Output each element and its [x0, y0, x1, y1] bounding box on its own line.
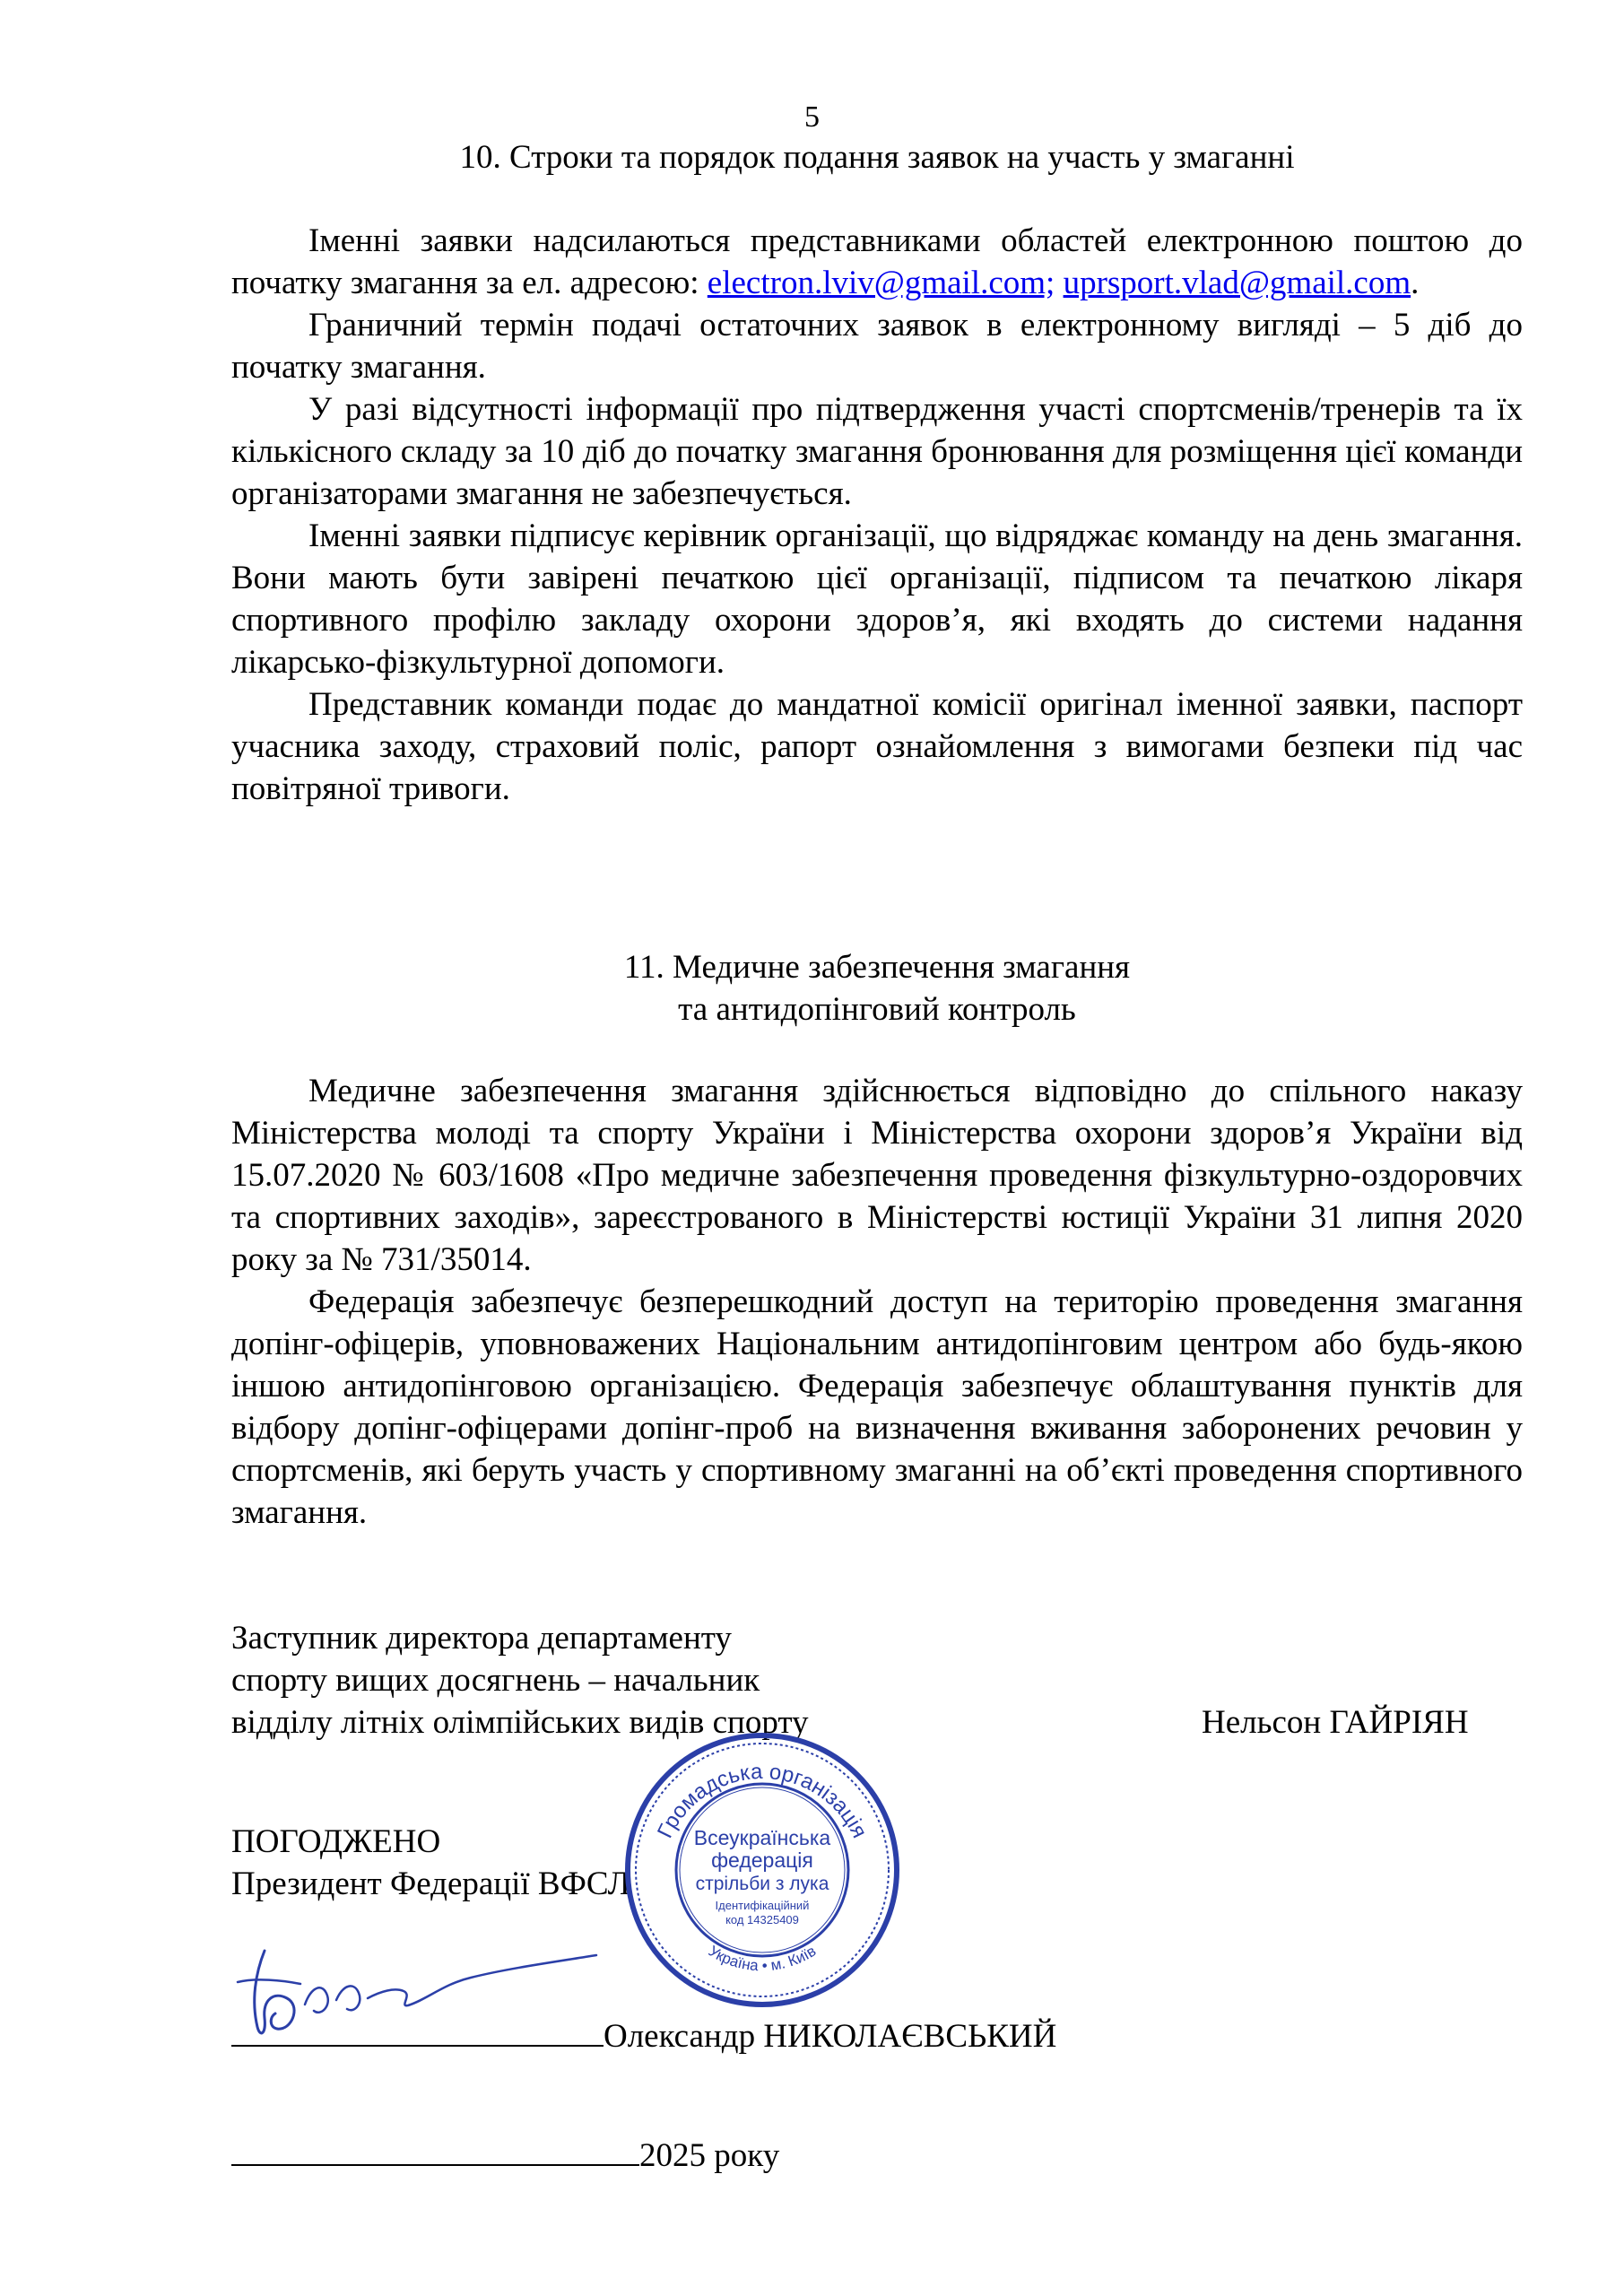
page-number: 5 [804, 100, 820, 134]
approval-name: Олександр НИКОЛАЄВСЬКИЙ [604, 2018, 1057, 2055]
paragraph: Іменні заявки підписує керівник організації, що відряджає команду на день змагання. Вони мають бути завірені печаткою цієї організації, підписом та печаткою лікаря спортивного профілю закладу охорони здоров’я, які входять до системи надання лікарсько-фізкультурної допомоги. [231, 517, 1523, 681]
signatory-name: Нельсон ГАЙРІЯН [1202, 1704, 1469, 1741]
signatory-position-line: відділу літніх олімпійських видів спорту [231, 1704, 809, 1741]
stamp-line-1: Всеукраїнська [693, 1826, 831, 1849]
approval-label: ПОГОДЖЕНО [231, 1823, 441, 1860]
paragraph: Представник команди подає до мандатної комісії оригінал іменної заявки, паспорт учасника заходу, страховий поліс, рапорт ознайомлення з вимогами безпеки під час повітряної тривоги. [231, 686, 1523, 807]
paragraph: Граничний термін подачі остаточних заявок в електронному вигляді – 5 діб до початку змагання. [231, 307, 1523, 386]
paragraph [231, 220, 1523, 304]
official-stamp [619, 1726, 906, 2013]
heading-line: 11. Медичне забезпечення змагання [623, 949, 1131, 986]
approval-position: Президент Федерації ВФСЛ [231, 1866, 630, 1902]
signatory-position-line: спорту вищих досягнень – начальник [231, 1662, 760, 1699]
email-link[interactable]: uprsport.vlad@gmail.com [1063, 265, 1411, 301]
paragraph: Медичне забезпечення змагання здійснюється відповідно до спільного наказу Міністерства молоді та спорту України і Міністерства охорони здоров’я України від 15.07.2020 № 603/1608 «Про медичне забезпечення проведення фізкультурно-оздоровчих та спортивних заходів», зареєстрованого в Міністерстві юстиції України 31 липня 2020 року за № 731/35014. [231, 1073, 1523, 1278]
stamp-id-label: Ідентифікаційний [715, 1899, 810, 1912]
paragraph-text: Іменні заявки надсилаються представниками областей електронною поштою до початку змагання за ел. адресою: [231, 222, 1523, 301]
paragraph-text: . [1411, 265, 1420, 301]
email-link[interactable]: electron.lviv@gmail.com; [707, 265, 1055, 301]
date-underline [231, 2135, 639, 2166]
signatory-position-line: Заступник директора департаменту [231, 1620, 732, 1657]
section-11-heading [231, 946, 1523, 1031]
stamp-line-2: федерація [711, 1848, 813, 1872]
stamp-bottom-text: Україна • м. Київ [705, 1942, 820, 1975]
stamp-id-code: код 14325409 [725, 1913, 799, 1926]
section-10-body [231, 220, 1523, 810]
stamp-outer-text: Громадська організація [652, 1759, 872, 1842]
paragraph: Федерація забезпечує безперешкодний доступ на територію проведення змагання допінг-офіцерів, уповноважених Національним антидопінговим центром або будь-якою іншою антидопінговою організацією. Федерація забезпечує облаштування пунктів для відбору допінг-офіцерами допінг-проб на визначення вживання заборонених речовин у спортсменів, які беруть участь у спортивному змаганні на об’єкті проведення спортивного змагання. [231, 1283, 1523, 1531]
date-suffix: 2025 року [639, 2137, 780, 2174]
paragraph: У разі відсутності інформації про підтвердження участі спортсменів/тренерів та їх кількісного складу за 10 діб до початку змагання бронювання для розміщення цієї команди організаторами змагання не забезпечується. [231, 391, 1523, 512]
signatory-block [231, 1617, 809, 1744]
stamp-line-3: стрільби з лука [695, 1874, 829, 1894]
date-line [231, 2135, 779, 2177]
handwritten-signature [211, 1928, 641, 2054]
heading-line: та антидопінговий контроль [678, 991, 1076, 1028]
section-10-heading: 10. Строки та порядок подання заявок на участь у змаганні [459, 139, 1295, 176]
section-11-body [231, 1070, 1523, 1534]
